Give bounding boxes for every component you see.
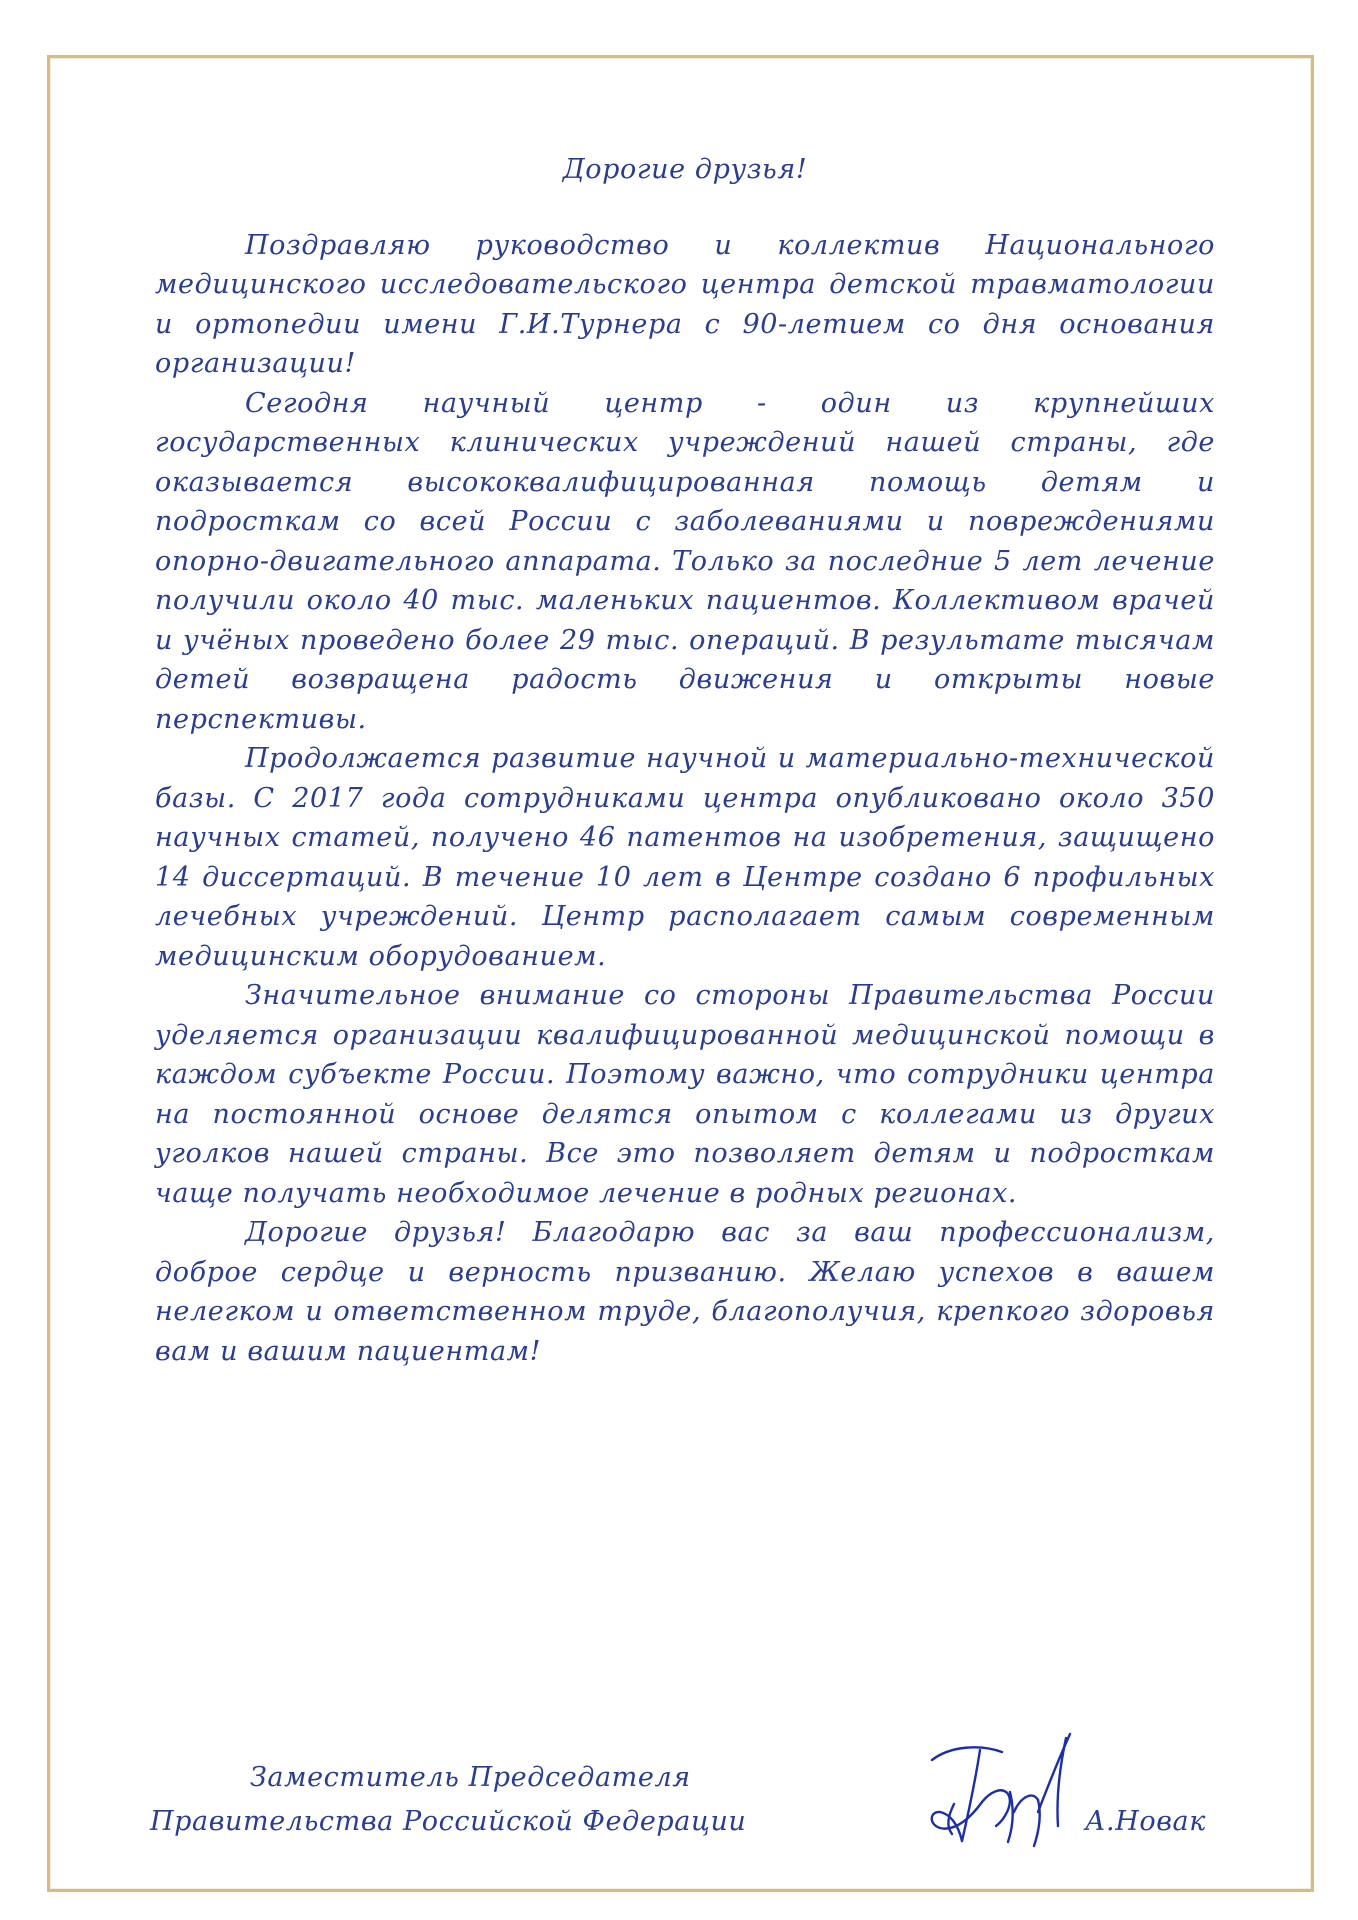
handwritten-signature: [910, 1716, 1080, 1866]
signatory-position-line-1: Заместитель Председателя: [250, 1762, 691, 1793]
signatory-position: [150, 1756, 746, 1844]
signatory-position-line-2: Правительства Российской Федерации: [150, 1806, 747, 1837]
signatory-name: А.Новак: [1085, 1806, 1206, 1837]
paragraph-scientific-base: Продолжается развитие научной и материально-технической базы. С 2017 года сотрудниками центра опубликовано около 350 научных статей, получено 46 патентов на изобретения, защищено 14 диссертаций. В течение 10 лет в Центре создано 6 профильных лечебных учреждений. Центр располагает самым современным медицинским оборудованием.: [155, 743, 1215, 972]
letter-body: [155, 150, 1215, 1371]
salutation: Дорогие друзья!: [562, 154, 808, 185]
signature-block: [150, 1756, 1230, 1906]
paragraph-center-overview: Сегодня научный центр - один из крупнейших государственных клинических учреждений нашей страны, где оказывается высококвалифицированная помощь детям и подросткам со всей России с заболеваниями и повреждениями опорно-двигательного аппарата. Только за последние 5 лет лечение получили около 40 тыс. маленьких пациентов. Коллективом врачей и учёных проведено более 29 тыс. операций. В результате тысячам детей возвращена радость движения и открыты новые перспективы.: [155, 387, 1215, 735]
paragraph-congratulation: Поздравляю руководство и коллектив Национального медицинского исследовательского центра детской травматологии и ортопедии имени Г.И.Турнера с 90-летием со дня основания организации!: [155, 229, 1215, 379]
paragraph-closing-wishes: Дорогие друзья! Благодарю вас за ваш профессионализм, доброе сердце и верность призванию. Желаю успехов в вашем нелегком и ответственном труде, благополучия, крепкого здоровья вам и вашим пациентам!: [155, 1217, 1215, 1367]
paragraph-government-attention: Значительное внимание со стороны Правительства России уделяется организации квалифицированной медицинской помощи в каждом субъекте России. Поэтому важно, что сотрудники центра на постоянной основе делятся опытом с коллегами из других уголков нашей страны. Все это позволяет детям и подросткам чаще получать необходимое лечение в родных регионах.: [155, 980, 1215, 1209]
